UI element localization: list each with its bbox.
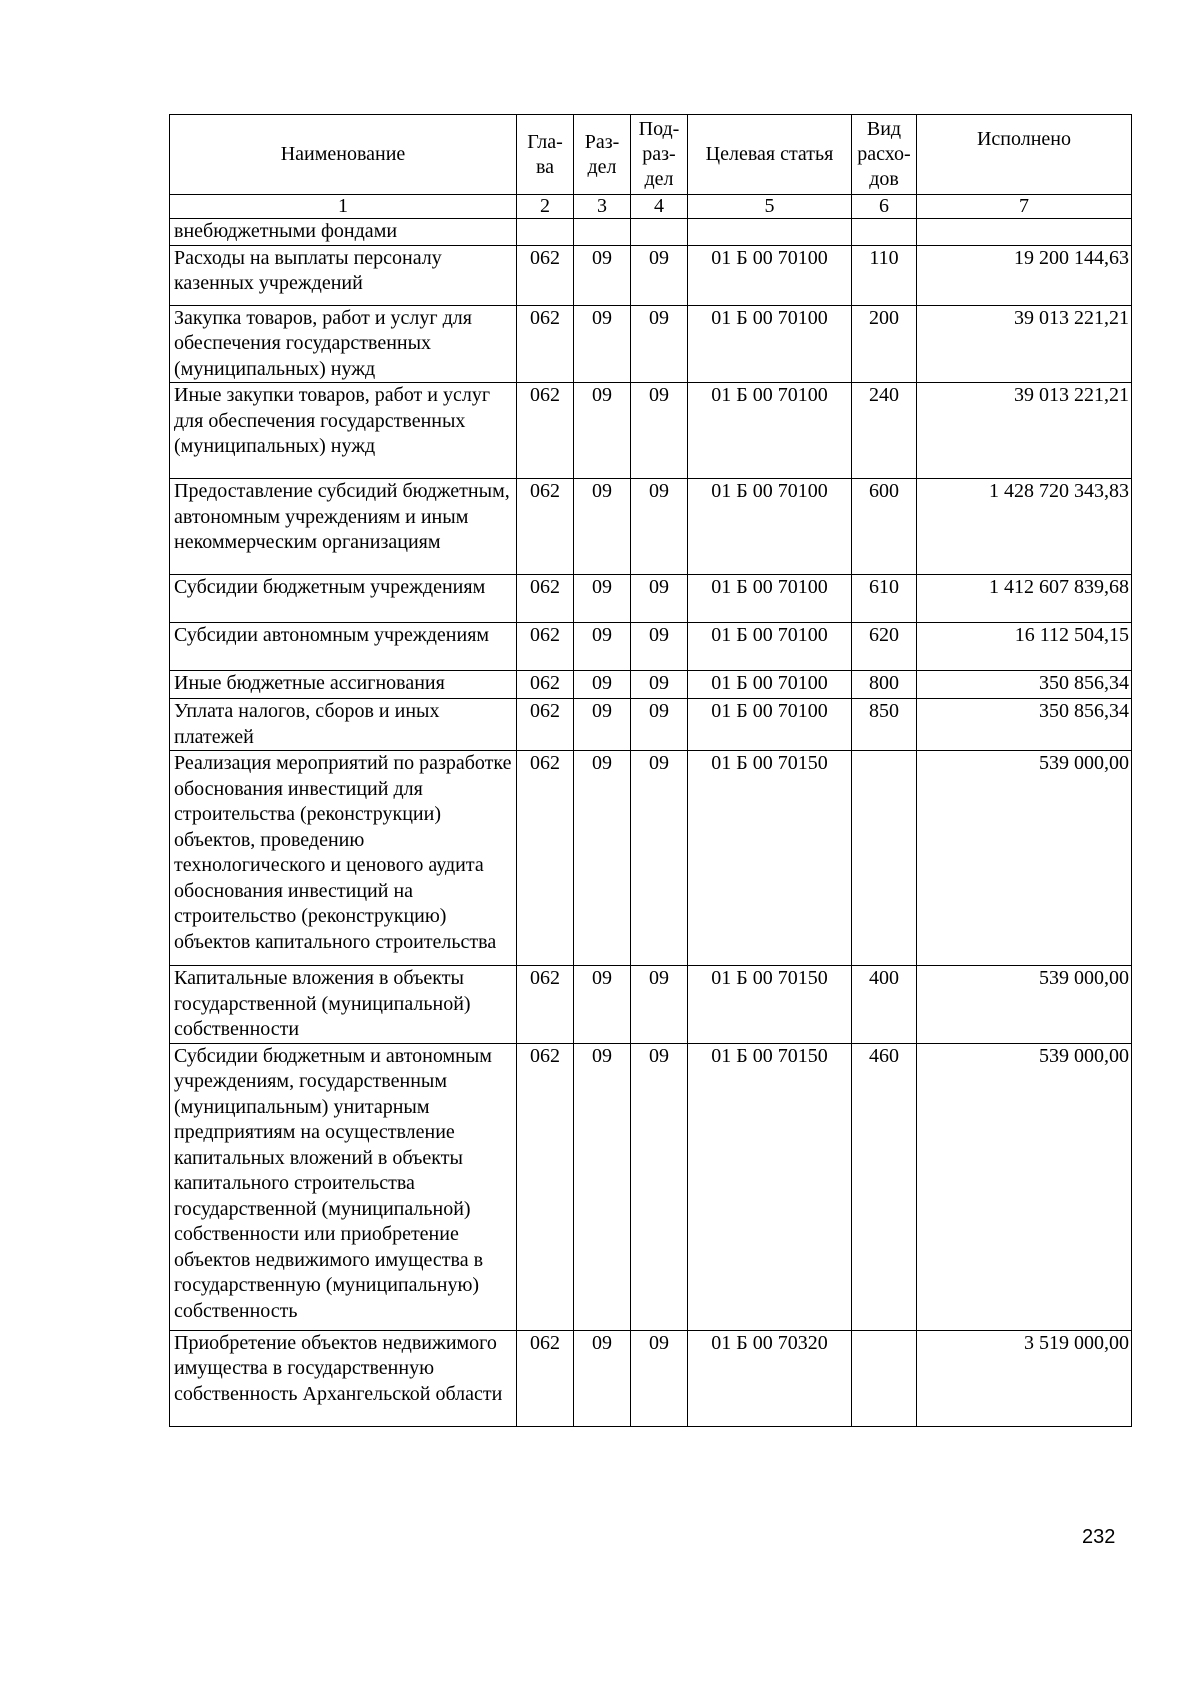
table-row — [170, 383, 1132, 479]
cell-name: Расходы на выплаты персоналу казенных учреждений — [170, 245, 517, 305]
cell-podrazdel: 09 — [631, 623, 688, 671]
cell-name: Субсидии бюджетным и автономным учреждениям, государственным (муниципальным) унитарным предприятиям на осуществление капитальных вложений в объекты капитального строительства государственной (муниципальной) собственности или приобретение объектов недвижимого имущества в государственную (муниципальную) собственность — [170, 1043, 517, 1330]
cell-statya: 01 Б 00 70100 — [688, 623, 852, 671]
cell-name: Иные бюджетные ассигнования — [170, 671, 517, 699]
table-row — [170, 1043, 1132, 1330]
cell-razdel: 09 — [574, 671, 631, 699]
cell-vid: 460 — [852, 1043, 917, 1330]
cell-vid — [852, 1330, 917, 1426]
column-number: 2 — [517, 195, 574, 219]
cell-statya: 01 Б 00 70100 — [688, 383, 852, 479]
cell-done: 539 000,00 — [917, 966, 1132, 1044]
cell-podrazdel: 09 — [631, 751, 688, 966]
table-row — [170, 1330, 1132, 1426]
cell-razdel — [574, 219, 631, 246]
cell-name: Реализация мероприятий по разработке обоснования инвестиций для строительства (реконструкции) объектов, проведению технологического и ценового аудита обоснования инвестиций на строительство (реконструкцию) объектов капитального строительства — [170, 751, 517, 966]
cell-done: 1 412 607 839,68 — [917, 575, 1132, 623]
cell-podrazdel: 09 — [631, 245, 688, 305]
cell-razdel: 09 — [574, 575, 631, 623]
cell-done: 1 428 720 343,83 — [917, 479, 1132, 575]
cell-done: 39 013 221,21 — [917, 383, 1132, 479]
cell-razdel: 09 — [574, 623, 631, 671]
cell-name: Субсидии бюджетным учреждениям — [170, 575, 517, 623]
column-number: 7 — [917, 195, 1132, 219]
header-razdel: Раз- дел — [574, 115, 631, 195]
cell-name: Закупка товаров, работ и услуг для обеспечения государственных (муниципальных) нужд — [170, 305, 517, 383]
cell-razdel: 09 — [574, 751, 631, 966]
cell-statya: 01 Б 00 70150 — [688, 1043, 852, 1330]
cell-vid — [852, 219, 917, 246]
cell-statya — [688, 219, 852, 246]
cell-glava: 062 — [517, 623, 574, 671]
table-row — [170, 966, 1132, 1044]
cell-done: 39 013 221,21 — [917, 305, 1132, 383]
cell-podrazdel: 09 — [631, 479, 688, 575]
cell-name: внебюджетными фондами — [170, 219, 517, 246]
table-row — [170, 699, 1132, 751]
cell-name: Уплата налогов, сборов и иных платежей — [170, 699, 517, 751]
cell-razdel: 09 — [574, 966, 631, 1044]
cell-vid: 200 — [852, 305, 917, 383]
cell-razdel: 09 — [574, 699, 631, 751]
cell-podrazdel: 09 — [631, 671, 688, 699]
cell-razdel: 09 — [574, 1043, 631, 1330]
cell-statya: 01 Б 00 70150 — [688, 751, 852, 966]
header-podrazdel: Под- раз- дел — [631, 115, 688, 195]
cell-podrazdel: 09 — [631, 1043, 688, 1330]
cell-statya: 01 Б 00 70100 — [688, 699, 852, 751]
cell-glava: 062 — [517, 245, 574, 305]
table-row — [170, 305, 1132, 383]
cell-vid: 850 — [852, 699, 917, 751]
cell-done: 3 519 000,00 — [917, 1330, 1132, 1426]
cell-glava — [517, 219, 574, 246]
cell-done — [917, 219, 1132, 246]
cell-razdel: 09 — [574, 479, 631, 575]
table-row — [170, 479, 1132, 575]
cell-razdel: 09 — [574, 245, 631, 305]
cell-glava: 062 — [517, 305, 574, 383]
budget-table — [169, 114, 1132, 1427]
cell-glava: 062 — [517, 966, 574, 1044]
cell-glava: 062 — [517, 751, 574, 966]
cell-glava: 062 — [517, 479, 574, 575]
table-body — [170, 219, 1132, 1427]
table-row — [170, 245, 1132, 305]
cell-podrazdel — [631, 219, 688, 246]
header-glava: Гла- ва — [517, 115, 574, 195]
cell-podrazdel: 09 — [631, 305, 688, 383]
cell-glava: 062 — [517, 1043, 574, 1330]
header-vid: Вид расхо- дов — [852, 115, 917, 195]
table-row — [170, 575, 1132, 623]
cell-done: 350 856,34 — [917, 671, 1132, 699]
cell-podrazdel: 09 — [631, 1330, 688, 1426]
column-number: 6 — [852, 195, 917, 219]
table-row — [170, 671, 1132, 699]
header-row — [170, 115, 1132, 195]
cell-statya: 01 Б 00 70320 — [688, 1330, 852, 1426]
cell-statya: 01 Б 00 70100 — [688, 479, 852, 575]
header-name: Наименование — [170, 115, 517, 195]
cell-vid: 400 — [852, 966, 917, 1044]
cell-razdel: 09 — [574, 383, 631, 479]
cell-glava: 062 — [517, 699, 574, 751]
cell-statya: 01 Б 00 70150 — [688, 966, 852, 1044]
header-statya: Целевая статья — [688, 115, 852, 195]
header-done: Исполнено — [917, 115, 1132, 195]
table-row — [170, 751, 1132, 966]
table-row — [170, 623, 1132, 671]
cell-name: Приобретение объектов недвижимого имущества в государственную собственность Архангельской области — [170, 1330, 517, 1426]
cell-name: Иные закупки товаров, работ и услуг для обеспечения государственных (муниципальных) нужд — [170, 383, 517, 479]
column-number: 5 — [688, 195, 852, 219]
table-row — [170, 219, 1132, 246]
cell-glava: 062 — [517, 575, 574, 623]
cell-glava: 062 — [517, 383, 574, 479]
cell-podrazdel: 09 — [631, 575, 688, 623]
column-number: 1 — [170, 195, 517, 219]
cell-statya: 01 Б 00 70100 — [688, 575, 852, 623]
cell-done: 539 000,00 — [917, 1043, 1132, 1330]
cell-vid: 600 — [852, 479, 917, 575]
cell-razdel: 09 — [574, 305, 631, 383]
cell-done: 19 200 144,63 — [917, 245, 1132, 305]
cell-vid: 610 — [852, 575, 917, 623]
cell-done: 16 112 504,15 — [917, 623, 1132, 671]
cell-podrazdel: 09 — [631, 966, 688, 1044]
cell-statya: 01 Б 00 70100 — [688, 245, 852, 305]
cell-podrazdel: 09 — [631, 699, 688, 751]
cell-name: Предоставление субсидий бюджетным, автономным учреждениям и иным некоммерческим организациям — [170, 479, 517, 575]
cell-vid: 240 — [852, 383, 917, 479]
cell-podrazdel: 09 — [631, 383, 688, 479]
cell-statya: 01 Б 00 70100 — [688, 305, 852, 383]
page-number: 232 — [1082, 1526, 1116, 1548]
cell-vid: 800 — [852, 671, 917, 699]
column-number-row — [170, 195, 1132, 219]
cell-glava: 062 — [517, 671, 574, 699]
cell-done: 539 000,00 — [917, 751, 1132, 966]
cell-done: 350 856,34 — [917, 699, 1132, 751]
cell-razdel: 09 — [574, 1330, 631, 1426]
cell-name: Капитальные вложения в объекты государственной (муниципальной) собственности — [170, 966, 517, 1044]
cell-statya: 01 Б 00 70100 — [688, 671, 852, 699]
cell-glava: 062 — [517, 1330, 574, 1426]
cell-vid — [852, 751, 917, 966]
column-number: 4 — [631, 195, 688, 219]
cell-vid: 620 — [852, 623, 917, 671]
column-number: 3 — [574, 195, 631, 219]
cell-vid: 110 — [852, 245, 917, 305]
cell-name: Субсидии автономным учреждениям — [170, 623, 517, 671]
